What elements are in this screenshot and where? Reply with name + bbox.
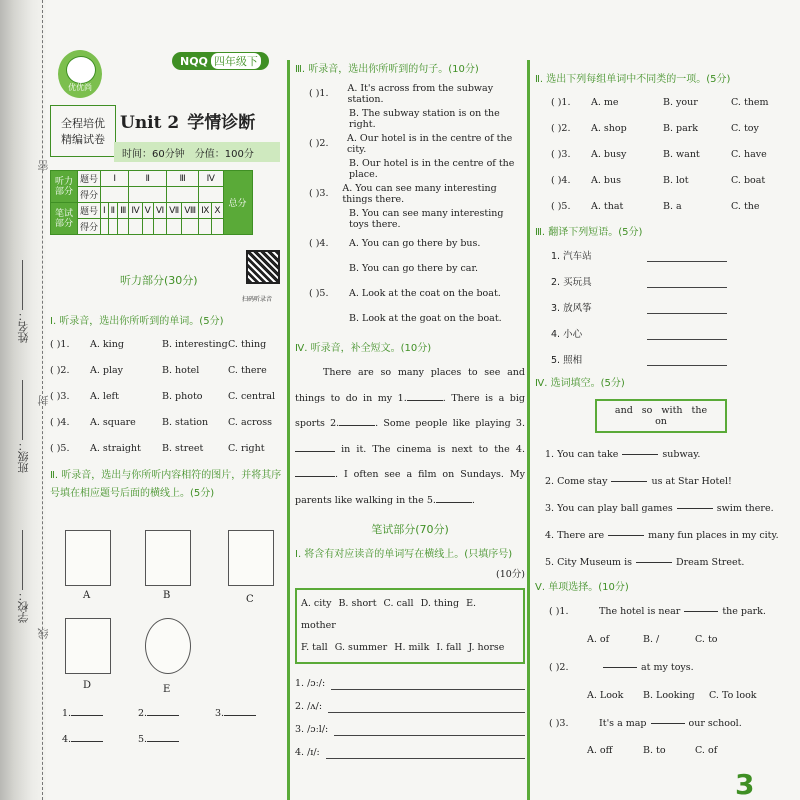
option-b: B. Our hotel is in the centre of the place. — [349, 157, 515, 180]
answer-blank[interactable] — [622, 454, 658, 455]
question-number[interactable]: ( )5. — [551, 200, 571, 212]
fill-text: many fun places in my city. — [648, 530, 779, 541]
option-b: B. photo — [162, 390, 203, 402]
write-col: Ⅷ — [182, 203, 199, 219]
option-a: A. Look at the coat on the boat. — [349, 288, 501, 299]
school-label: 学校： — [17, 590, 30, 623]
question-row — [535, 141, 800, 167]
question-number[interactable]: ( )2. — [551, 122, 571, 134]
answer-blank[interactable] — [684, 611, 718, 612]
question-row — [50, 383, 285, 409]
option-b: B. Look at the goat on the boat. — [349, 313, 502, 324]
total-label: 总分 — [223, 171, 252, 235]
question-row — [50, 409, 285, 435]
page-number: 3 — [735, 768, 755, 800]
section-title: Ⅴ. 单项选择。(10分) — [535, 582, 629, 593]
score-cell[interactable] — [167, 219, 182, 235]
odd-one-out — [535, 89, 800, 219]
answer-blank[interactable] — [328, 700, 525, 713]
picture-b-map-icon — [145, 530, 191, 586]
section-title: Ⅳ. 选词填空。(5分) — [535, 378, 625, 389]
translate-row — [551, 294, 800, 320]
pic-answer-4 — [62, 734, 103, 745]
fill-text: swim there. — [716, 503, 774, 514]
sentence-row — [295, 131, 525, 156]
column-middle — [295, 60, 525, 764]
answer-blank[interactable] — [326, 746, 525, 759]
option-c: C. toy — [731, 122, 759, 134]
question-text: The hotel is near — [599, 605, 681, 617]
write-col: Ⅶ — [167, 203, 182, 219]
score-cell[interactable] — [153, 219, 166, 235]
fill-row — [545, 468, 800, 495]
option-a: A. Look — [587, 689, 624, 701]
class-label: 班级： — [17, 440, 30, 473]
tihao-cell: 题号 — [78, 171, 101, 187]
word-item: C. call — [383, 598, 414, 609]
translation-list — [535, 242, 800, 372]
answer-blank[interactable] — [636, 562, 672, 563]
option-c: C. of — [695, 744, 718, 756]
series-line1: 全程培优 — [61, 117, 105, 130]
option-a: A. off — [587, 744, 613, 756]
badge-grade: 四年级下 — [211, 53, 261, 69]
option-a: A. left — [90, 390, 119, 402]
time-score-bar — [114, 142, 280, 162]
write-col: Ⅳ — [129, 203, 142, 219]
series-line2: 精编试卷 — [61, 133, 105, 146]
answer-blank[interactable] — [647, 249, 727, 262]
option-c: C. to — [695, 633, 718, 645]
answer-blank[interactable] — [677, 508, 713, 509]
fill-row — [545, 549, 800, 576]
score-cell[interactable] — [118, 219, 129, 235]
fold-mark-2: 封 — [37, 395, 50, 406]
tiger-mascot-icon — [66, 56, 96, 84]
word-item: I. fall — [436, 642, 462, 653]
fill-row — [545, 522, 800, 549]
word-bank — [295, 588, 525, 664]
multiple-choice — [535, 597, 800, 763]
option-a: A. busy — [591, 148, 627, 160]
picture-label: A — [83, 590, 91, 601]
answer-blank[interactable] — [331, 677, 525, 690]
question-number[interactable]: ( )1. — [549, 605, 569, 617]
cloze-text: in it. The cinema is next to the 4. — [335, 443, 525, 455]
option-b: B. Looking — [643, 689, 695, 701]
section-points: (10分) — [495, 569, 525, 580]
option-a: A. bus — [591, 174, 621, 186]
answer-blank[interactable] — [651, 723, 685, 724]
mc-options — [535, 737, 800, 763]
score-cell[interactable] — [129, 187, 167, 203]
picture-label: D — [83, 680, 92, 691]
unit-label: Unit 2 — [120, 113, 180, 133]
phonetic-answer — [295, 695, 525, 718]
option-a: A. that — [591, 200, 624, 212]
listen-col: Ⅱ — [129, 171, 167, 187]
fill-text: subway. — [662, 449, 701, 460]
option-b: B. station — [162, 416, 209, 428]
option-c: C. central — [228, 390, 276, 402]
blank-number: 5. — [138, 734, 148, 745]
question-text: It's a map — [599, 717, 647, 729]
write-col: Ⅸ — [199, 203, 212, 219]
column-divider — [287, 60, 290, 800]
question-number[interactable]: ( )2. — [309, 138, 329, 149]
blank-number: 2. — [138, 708, 148, 719]
option-b: B. want — [663, 148, 700, 160]
listen-col: Ⅰ — [101, 171, 129, 187]
option-a: A. me — [591, 96, 619, 108]
option-a: A. shop — [591, 122, 627, 134]
word-item: A. city — [301, 598, 332, 609]
question-number[interactable]: ( )3. — [50, 390, 70, 402]
translate-row — [551, 346, 800, 372]
option-c: C. To look — [709, 689, 757, 701]
sentence-row — [295, 81, 525, 106]
answer-blank[interactable] — [147, 741, 179, 742]
section-title: Ⅰ. 将含有对应读音的单词写在横线上。(只填序号) — [295, 549, 513, 560]
answer-blank[interactable] — [647, 327, 727, 340]
picture-a-bus-stop-icon — [65, 530, 111, 586]
blank-number: 4. — [62, 734, 72, 745]
write-col: Ⅱ — [108, 203, 117, 219]
option-a: A. king — [90, 338, 124, 350]
cloze-paragraph — [295, 360, 525, 513]
grade-badge — [172, 52, 269, 70]
listen-section-1 — [50, 312, 285, 503]
question-number[interactable]: ( )3. — [309, 188, 329, 199]
answer-blank[interactable] — [334, 723, 525, 736]
option-c: C. the — [731, 200, 760, 212]
picture-e-subway-icon — [145, 618, 191, 674]
write-col: Ⅲ — [118, 203, 129, 219]
fill-words — [535, 441, 800, 576]
tihao-cell: 题号 — [78, 203, 101, 219]
question-row — [50, 331, 285, 357]
fill-text: us at Star Hotel! — [651, 476, 732, 487]
listen-label: 听力部分 — [51, 171, 78, 203]
series-box — [50, 105, 116, 157]
cloze-blank[interactable] — [339, 425, 375, 426]
option-a: A. You can see many interesting things there. — [342, 182, 497, 205]
score-cell[interactable] — [182, 219, 199, 235]
word-item: F. tall — [301, 642, 328, 653]
question-row — [50, 357, 285, 383]
score-cell[interactable] — [212, 219, 223, 235]
fill-text: 4. There are — [545, 530, 605, 541]
question-number[interactable]: ( )1. — [50, 338, 70, 350]
word-item: E. mother — [301, 598, 477, 631]
option-b: B. a — [663, 200, 682, 212]
phonetic-answer — [295, 718, 525, 741]
section-title: Ⅲ. 翻译下列短语。(5分) — [535, 227, 643, 238]
question-number[interactable]: ( )4. — [551, 174, 571, 186]
score-cell[interactable] — [108, 219, 117, 235]
writing-heading: 笔试部分(70分) — [371, 523, 449, 536]
question-text: the park. — [722, 605, 766, 617]
badge-prefix: NQQ — [180, 54, 208, 68]
option-b: B. / — [643, 633, 660, 645]
phonetic-label: 4. /ɪ/: — [295, 747, 320, 758]
answer-blank[interactable] — [603, 667, 637, 668]
answer-blank[interactable] — [611, 481, 647, 482]
option-a: A. straight — [90, 442, 141, 454]
cloze-blank[interactable] — [436, 502, 472, 503]
time-label: 时间：60分钟 — [122, 148, 185, 160]
option-b: B. interesting — [162, 338, 228, 350]
picture-label: E — [163, 684, 171, 695]
score-cell[interactable] — [199, 187, 223, 203]
question-text: at my toys. — [641, 661, 694, 673]
option-c: C. them — [731, 96, 769, 108]
option-a: A. square — [90, 416, 136, 428]
listen-col: Ⅳ — [199, 171, 223, 187]
cloze-text: . I often see a film on Sundays. My parents like walking in the 5. — [295, 469, 525, 506]
sentence-row — [295, 231, 525, 256]
question-number[interactable]: ( )5. — [50, 442, 70, 454]
option-c: C. thing — [228, 338, 267, 350]
name-label: 姓名： — [17, 310, 30, 343]
option-b: B. The subway station is on the right. — [349, 107, 500, 130]
option-c: C. boat — [731, 174, 766, 186]
defen-cell: 得分 — [78, 187, 101, 203]
question-row — [535, 115, 800, 141]
option-a: A. of — [587, 633, 610, 645]
option-a: A. It's across from the subway station. — [347, 82, 494, 105]
qr-caption: 扫码听录音 — [242, 296, 273, 303]
write-col: Ⅰ — [101, 203, 109, 219]
score-table — [50, 170, 253, 235]
answer-blank[interactable] — [147, 715, 179, 716]
option-b: B. street — [162, 442, 204, 454]
mc-question — [535, 709, 800, 737]
picture-d-people-icon — [65, 618, 111, 674]
fill-text: Dream Street. — [676, 557, 745, 568]
translate-row — [551, 268, 800, 294]
question-row — [535, 193, 800, 219]
picture-label: B — [163, 590, 171, 601]
fill-row — [545, 441, 800, 468]
question-number[interactable]: ( )3. — [549, 717, 569, 729]
pic-answer-5 — [138, 734, 179, 745]
phrase-label: 3. 放风筝 — [551, 303, 592, 314]
phrase-label: 2. 买玩具 — [551, 277, 592, 288]
mc-question — [535, 597, 800, 625]
phonetic-label: 1. /ɔː/: — [295, 678, 326, 689]
option-c: C. have — [731, 148, 767, 160]
mc-options — [535, 625, 800, 653]
phrase-label: 5. 照相 — [551, 355, 583, 366]
picture-label: C — [246, 594, 254, 605]
question-number[interactable]: ( )4. — [309, 238, 329, 249]
column-right — [535, 60, 800, 763]
write-col: Ⅵ — [153, 203, 166, 219]
option-b: B. lot — [663, 174, 689, 186]
section-title: Ⅳ. 听录音，补全短文。(10分) — [295, 343, 432, 354]
phonetic-label: 3. /ɔːl/: — [295, 724, 329, 735]
class-line[interactable] — [22, 380, 23, 440]
question-number[interactable]: ( )5. — [309, 288, 329, 299]
score-cell[interactable] — [199, 219, 212, 235]
option-b: B. You can see many interesting toys there. — [349, 207, 504, 230]
phonetic-label: 2. /ʌ/: — [295, 701, 323, 712]
picture-c-boat-icon — [228, 530, 274, 586]
mc-options — [535, 681, 800, 709]
word-item: D. thing — [420, 598, 460, 609]
blank-number: 3. — [215, 708, 225, 719]
write-col: Ⅴ — [142, 203, 153, 219]
column-left — [50, 50, 285, 800]
write-label: 笔试部分 — [51, 203, 78, 235]
cloze-blank[interactable] — [295, 476, 335, 477]
cloze-text: . — [471, 494, 475, 506]
answer-blank[interactable] — [71, 715, 103, 716]
option-a: A. play — [90, 364, 124, 376]
column-divider — [527, 60, 530, 800]
mc-question — [535, 653, 800, 681]
fill-text: 3. You can play ball games — [545, 503, 673, 514]
fill-text: 5. City Museum is — [545, 557, 632, 568]
question-number[interactable]: ( )2. — [50, 364, 70, 376]
write-col: Ⅹ — [212, 203, 223, 219]
question-number[interactable]: ( )3. — [551, 148, 571, 160]
cloze-blank[interactable] — [295, 451, 335, 452]
option-c: C. there — [228, 364, 267, 376]
option-c: C. across — [228, 416, 272, 428]
answer-blank[interactable] — [647, 353, 727, 366]
brand-logo — [58, 50, 102, 98]
fold-mark-3: 线 — [37, 628, 50, 639]
option-a: A. Our hotel is in the centre of the city. — [346, 132, 513, 155]
defen-cell: 得分 — [78, 219, 101, 235]
question-row — [535, 167, 800, 193]
cloze-blank[interactable] — [407, 400, 443, 401]
section-title: Ⅱ. 选出下列每组单词中不同类的一项。(5分) — [535, 74, 731, 85]
cloze-text: . There is a big sports 2. — [295, 392, 525, 429]
phonetic-answer — [295, 672, 525, 695]
cloze-text: There are so many places to see and things to do in my 1. — [295, 367, 525, 404]
page-title — [120, 108, 255, 133]
listen-section-3 — [295, 81, 525, 331]
option-a: A. You can go there by bus. — [349, 238, 481, 249]
word-item: J. horse — [468, 642, 505, 653]
phrase-label: 4. 小心 — [551, 329, 583, 340]
question-number[interactable]: ( )2. — [549, 661, 569, 673]
question-row — [50, 435, 285, 461]
phonetic-answer — [295, 741, 525, 764]
score-cell[interactable] — [101, 219, 109, 235]
school-line[interactable] — [22, 530, 23, 590]
word-bank-small: and so with the on — [595, 399, 727, 433]
cloze-text: . Some people like playing 3. — [375, 418, 525, 429]
listen-col: Ⅲ — [167, 171, 199, 187]
fill-text: 2. Come stay — [545, 476, 608, 487]
question-row — [535, 89, 800, 115]
word-item: B. short — [338, 598, 377, 609]
score-cell[interactable] — [142, 219, 153, 235]
sentence-row — [295, 181, 525, 206]
section-title: Ⅲ. 听录音，选出你所听到的句子。(10分) — [295, 64, 479, 75]
listening-heading: 听力部分(30分) — [120, 274, 198, 287]
word-item: G. summer — [334, 642, 388, 653]
answer-blank[interactable] — [608, 535, 644, 536]
qr-code-icon[interactable] — [246, 250, 280, 284]
pic-answer-3 — [215, 708, 256, 719]
phrase-label: 1. 汽车站 — [551, 251, 592, 262]
logo-text: 优优尚 — [68, 83, 92, 92]
fill-row — [545, 495, 800, 522]
question-number[interactable]: ( )1. — [309, 88, 329, 99]
score-cell[interactable] — [129, 219, 142, 235]
name-line[interactable] — [22, 260, 23, 310]
pic-answer-2 — [138, 708, 179, 719]
blank-number: 1. — [62, 708, 72, 719]
option-b: B. park — [663, 122, 699, 134]
fold-mark-1: 密 — [37, 160, 50, 171]
sentence-row — [295, 281, 525, 306]
question-number[interactable]: ( )4. — [50, 416, 70, 428]
translate-row — [551, 242, 800, 268]
word-item: H. milk — [394, 642, 430, 653]
option-c: C. right — [228, 442, 265, 454]
pic-answer-1 — [62, 708, 103, 719]
answer-blank[interactable] — [224, 715, 256, 716]
section-title: Ⅰ. 听录音，选出你所听到的单词。(5分) — [50, 316, 224, 327]
section-title: Ⅱ. 听录音，选出与你所听内容相符的图片，并将其序号填在相应题号后面的横线上。(5分) — [50, 470, 282, 499]
translate-row — [551, 320, 800, 346]
option-b: B. your — [663, 96, 698, 108]
answer-blank[interactable] — [647, 301, 727, 314]
option-b: B. to — [643, 744, 666, 756]
option-b: B. hotel — [162, 364, 200, 376]
score-cell[interactable] — [167, 187, 199, 203]
answer-blank[interactable] — [647, 275, 727, 288]
question-number[interactable]: ( )1. — [551, 96, 571, 108]
question-text: our school. — [688, 717, 742, 729]
answer-blank[interactable] — [71, 741, 103, 742]
title-label: 学情诊断 — [187, 113, 256, 133]
fill-text: 1. You can take — [545, 449, 619, 460]
score-label: 分值：100分 — [194, 148, 254, 160]
score-cell[interactable] — [101, 187, 129, 203]
option-b: B. You can go there by car. — [349, 263, 478, 274]
